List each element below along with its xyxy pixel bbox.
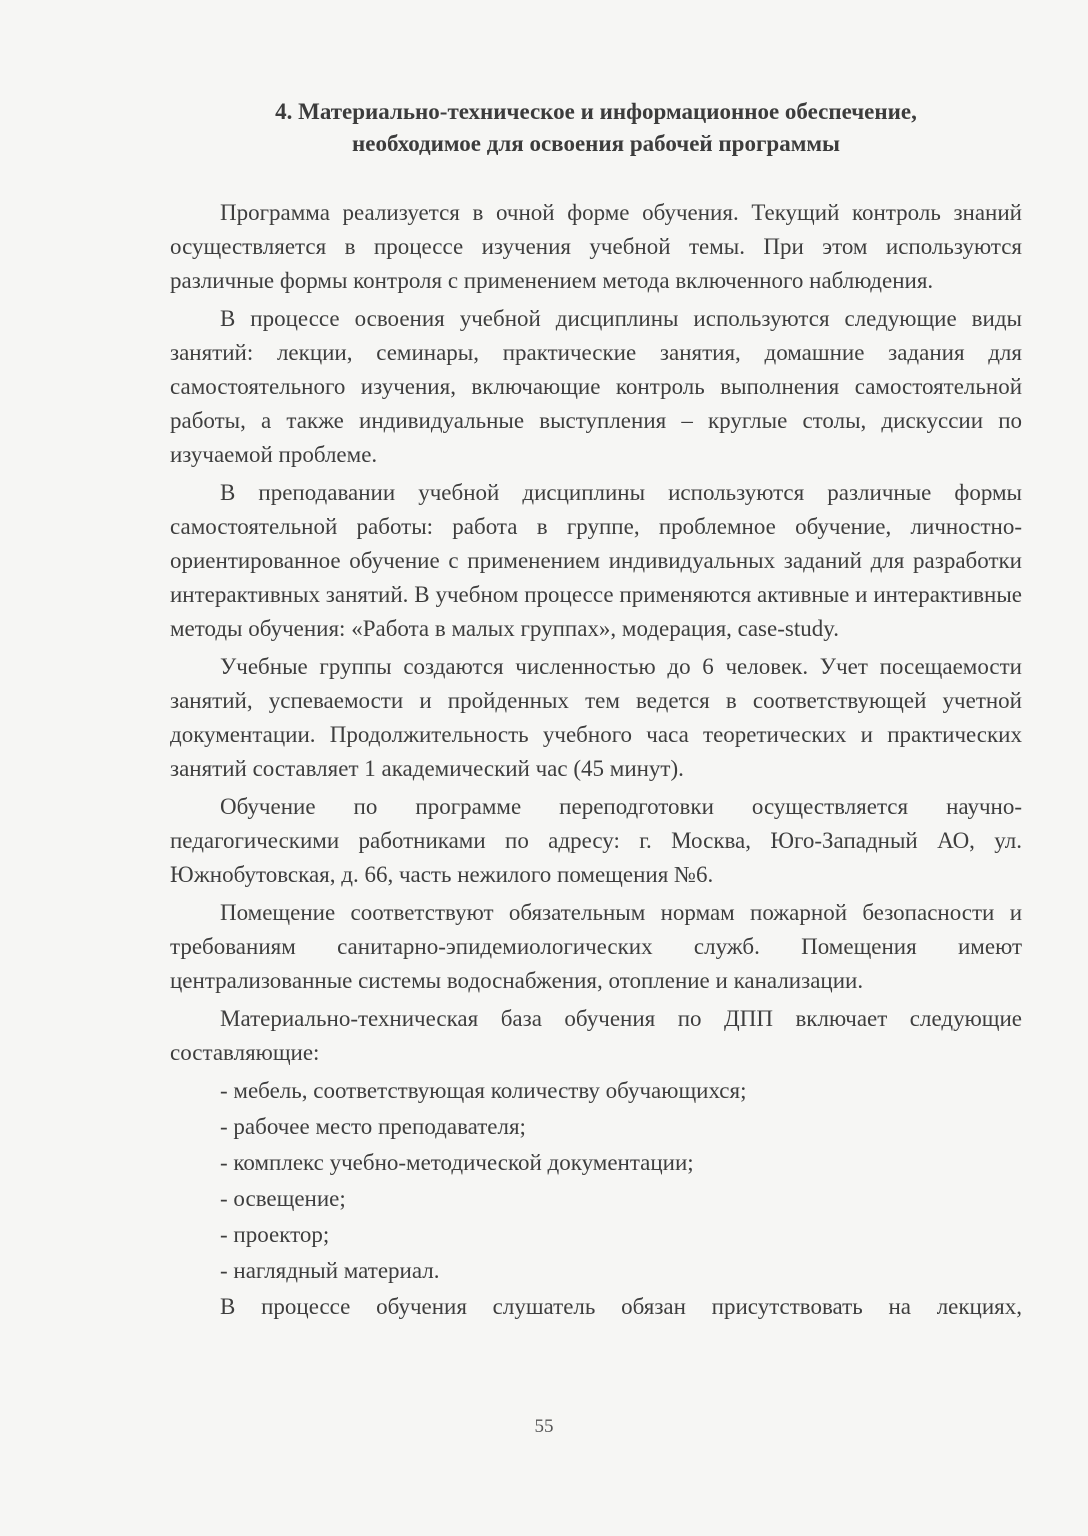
- paragraph-attendance: В процессе обучения слушатель обязан присутствовать на лекциях,: [220, 1294, 1022, 1319]
- page-number: 55: [534, 1416, 554, 1437]
- paragraph-study-groups: Учебные группы создаются численностью до 6 человек. Учет посещаемости занятий, успеваемости и пройденных тем ведется в соответствующей учетной документации. Продолжительность учебного часа теоретических и практических занятий составляет 1 академический час (45 минут).: [170, 654, 1022, 781]
- section-heading-line-2: необходимое для освоения рабочей программы: [351, 131, 840, 156]
- paragraph-types-of-classes: В процессе освоения учебной дисциплины используются следующие виды занятий: лекции, семинары, практические занятия, домашние задания для самостоятельного изучения, включающие контроль выполнения самостоятельной работы, а также индивидуальные выступления – круглые столы, дискуссии по изучаемой проблеме.: [170, 306, 1022, 467]
- list-item: - рабочее место преподавателя;: [220, 1114, 526, 1139]
- paragraph-form-of-study: Программа реализуется в очной форме обучения. Текущий контроль знаний осуществляется в процессе изучения учебной темы. При этом используются различные формы контроля с применением метода включенного наблюдения.: [170, 200, 1022, 293]
- list-item: - освещение;: [220, 1186, 346, 1211]
- section-heading-line-1: 4. Материально-техническое и информационное обеспечение,: [275, 99, 917, 124]
- list-item: - мебель, соответствующая количеству обучающихся;: [220, 1078, 747, 1103]
- document-body: [170, 196, 1022, 1328]
- list-item: - наглядный материал.: [220, 1258, 440, 1283]
- equipment-list: [170, 1074, 1022, 1288]
- paragraph-material-base: Материально-техническая база обучения по ДПП включает следующие составляющие:: [170, 1006, 1022, 1065]
- paragraph-premises: Помещение соответствуют обязательным нормам пожарной безопасности и требованиям санитарно-эпидемиологических служб. Помещения имеют централизованные системы водоснабжения, отопление и канализации.: [170, 900, 1022, 993]
- paragraph-address: Обучение по программе переподготовки осуществляется научно-педагогическими работниками по адресу: г. Москва, Юго-Западный АО, ул. Южнобутовская, д. 66, часть нежилого помещения №6.: [170, 794, 1022, 887]
- list-item: - проектор;: [220, 1222, 330, 1247]
- section-heading: [170, 96, 1022, 160]
- paragraph-teaching-methods: В преподавании учебной дисциплины используются различные формы самостоятельной работы: работа в группе, проблемное обучение, личностно-ориентированное обучение с применением индивидуальных заданий для разработки интерактивных занятий. В учебном процессе применяются активные и интерактивные методы обучения: «Работа в малых группах», модерация, case-study.: [170, 480, 1022, 641]
- list-item: - комплекс учебно-методической документации;: [220, 1150, 694, 1175]
